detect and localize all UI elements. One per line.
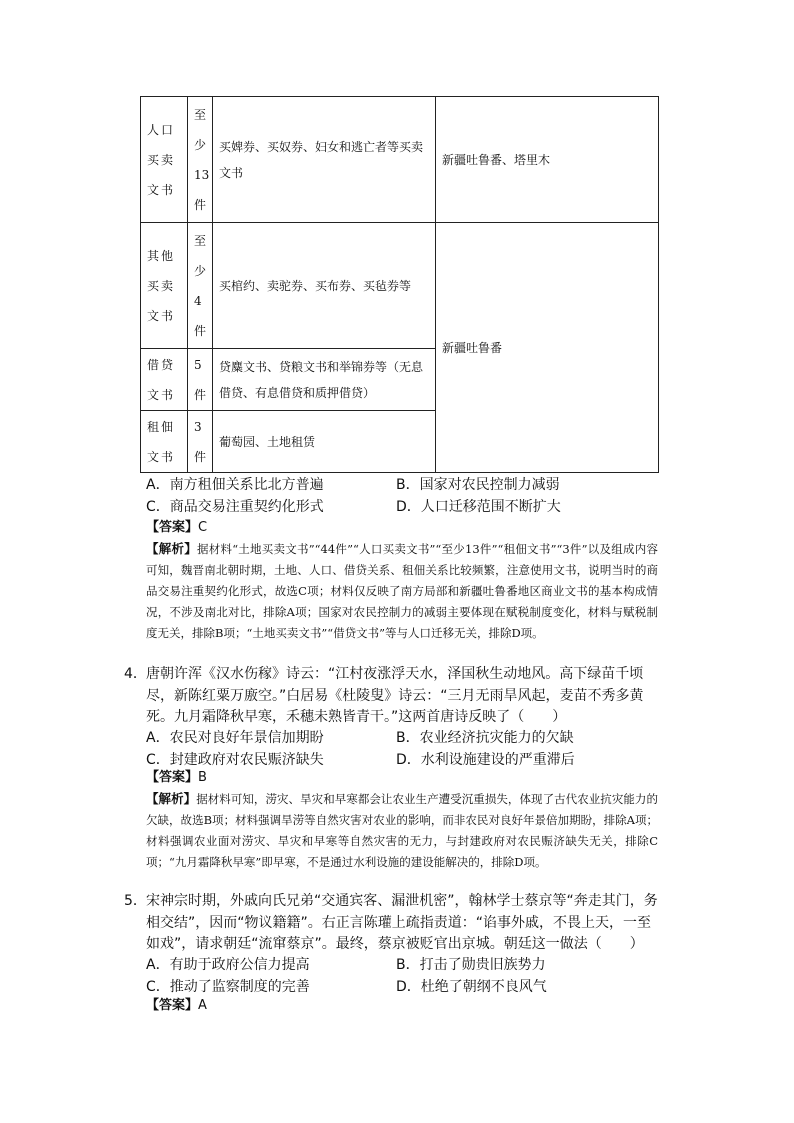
q5-option-a[interactable]: A．有助于政府公信力提高 <box>146 957 310 973</box>
answer-label: 【答案】 <box>146 520 199 535</box>
doc-type-cell: 借贷 文书 <box>141 349 188 411</box>
q5-option-c[interactable]: C．推动了监察制度的完善 <box>146 979 310 995</box>
analysis-label: 【解析】 <box>146 541 197 556</box>
q3-analysis <box>146 538 658 644</box>
q4-option-a[interactable]: A．农民对良好年景信加期盼 <box>146 730 324 746</box>
doc-count-cell: 3 件 <box>188 411 213 473</box>
q5-options <box>146 954 646 998</box>
q4-option-d[interactable]: D．水利设施建设的严重滞后 <box>396 752 575 768</box>
answer-value: C <box>198 520 208 535</box>
doc-place-cell: 新疆吐鲁番 <box>436 223 659 473</box>
question-number: 5． <box>124 893 147 909</box>
answer-value: A <box>198 998 207 1013</box>
q3-options <box>146 474 646 518</box>
analysis-label: 【解析】 <box>146 791 197 806</box>
commerce-documents-table <box>140 96 659 473</box>
table-row <box>141 97 659 223</box>
q4-option-b[interactable]: B．农业经济抗灾能力的欠缺 <box>396 730 574 746</box>
q3-option-b[interactable]: B．国家对农民控制力减弱 <box>396 477 560 493</box>
table-row <box>141 223 659 349</box>
doc-content-cell: 买棺约、卖驼券、买布券、买毡券等 <box>213 223 436 349</box>
doc-content-cell: 葡萄园、土地租赁 <box>213 411 436 473</box>
doc-type-cell: 人口 买卖 文书 <box>141 97 188 223</box>
question-5 <box>124 891 664 956</box>
doc-type-cell: 其他 买卖 文书 <box>141 223 188 349</box>
q5-option-d[interactable]: D．杜绝了朝纲不良风气 <box>396 979 547 995</box>
q3-option-a[interactable]: A．南方租佃关系比北方普遍 <box>146 477 324 493</box>
q4-option-c[interactable]: C．封建政府对农民赈济缺失 <box>146 752 324 768</box>
q3-option-c[interactable]: C．商品交易注重契约化形式 <box>146 499 324 515</box>
q3-answer <box>146 518 207 538</box>
answer-value: B <box>198 770 207 785</box>
doc-content-cell: 买婢券、买奴券、妇女和逃亡者等买卖文书 <box>213 97 436 223</box>
question-number: 4． <box>124 666 147 682</box>
question-stem: 唐朝许浑《汉水伤稼》诗云：“江村夜涨浮天水，泽国秋生动地风。高下绿苗千顷尽，新陈红粟万廒空。”白居易《杜陵叟》诗云：“三月无雨旱风起，麦苗不秀多黄死。九月霜降秋早寒，禾穗未熟皆青干。”这两首唐诗反映了（ ） <box>146 666 644 725</box>
analysis-text: 据材料可知，涝灾、旱灾和早寒都会让农业生产遭受沉重损失，体现了古代农业抗灾能力的欠缺，故选B项；材料强调旱涝等自然灾害对农业的影响，而非农民对良好年景倍加期盼，排除A项；材料强调农业面对涝灾、旱灾和早寒等自然灾害的无力，与封建政府对农民赈济缺失无关，排除C项；“九月霜降秋早寒”即早寒，不是通过水利设施的建设能解决的，排除D项。 <box>146 792 658 869</box>
answer-label: 【答案】 <box>146 998 199 1013</box>
q4-options <box>146 727 646 771</box>
analysis-text: 据材料“土地买卖文书”“44件”“人口买卖文书”“至少13件”“租佃文书”“3件”以及组成内容可知，魏晋南北朝时期，土地、人口、借贷关系、租佃关系比较频繁，注意使用文书，说明当时的商品交易注重契约化形式，故选C项；材料仅反映了南方局部和新疆吐鲁番地区商业文书的基本构成情况，不涉及南北对比，排除A项；国家对农民控制力的减弱主要体现在赋税制度变化，材料与赋税制度无关，排除B项；“土地买卖文书”“借贷文书”等与人口迁移无关，排除D项。 <box>146 542 658 640</box>
doc-type-cell: 租佃 文书 <box>141 411 188 473</box>
q4-analysis <box>146 788 658 873</box>
doc-place-cell: 新疆吐鲁番、塔里木 <box>436 97 659 223</box>
q4-answer <box>146 768 207 788</box>
doc-count-cell: 至 少 4 件 <box>188 223 213 349</box>
q5-option-b[interactable]: B．打击了勋贵旧族势力 <box>396 957 546 973</box>
question-stem: 宋神宗时期，外戚向氏兄弟“交通宾客、漏泄机密”，翰林学士蔡京等“奔走其门，务相交结”，因而“物议籍籍”。右正言陈瓘上疏指责道：“谄事外戚，不畏上天，一至如戏”，请求朝廷“流窜蔡京”。最终，蔡京被贬官出京城。朝廷这一做法（ ） <box>146 893 658 952</box>
doc-content-cell: 贷麋文书、贷粮文书和举锦券等（无息借贷、有息借贷和质押借贷） <box>213 349 436 411</box>
doc-count-cell: 至 少 13 件 <box>188 97 213 223</box>
question-4 <box>124 664 664 729</box>
q5-answer <box>146 996 207 1016</box>
doc-count-cell: 5 件 <box>188 349 213 411</box>
q3-option-d[interactable]: D．人口迁移范围不断扩大 <box>396 499 561 515</box>
answer-label: 【答案】 <box>146 770 199 785</box>
